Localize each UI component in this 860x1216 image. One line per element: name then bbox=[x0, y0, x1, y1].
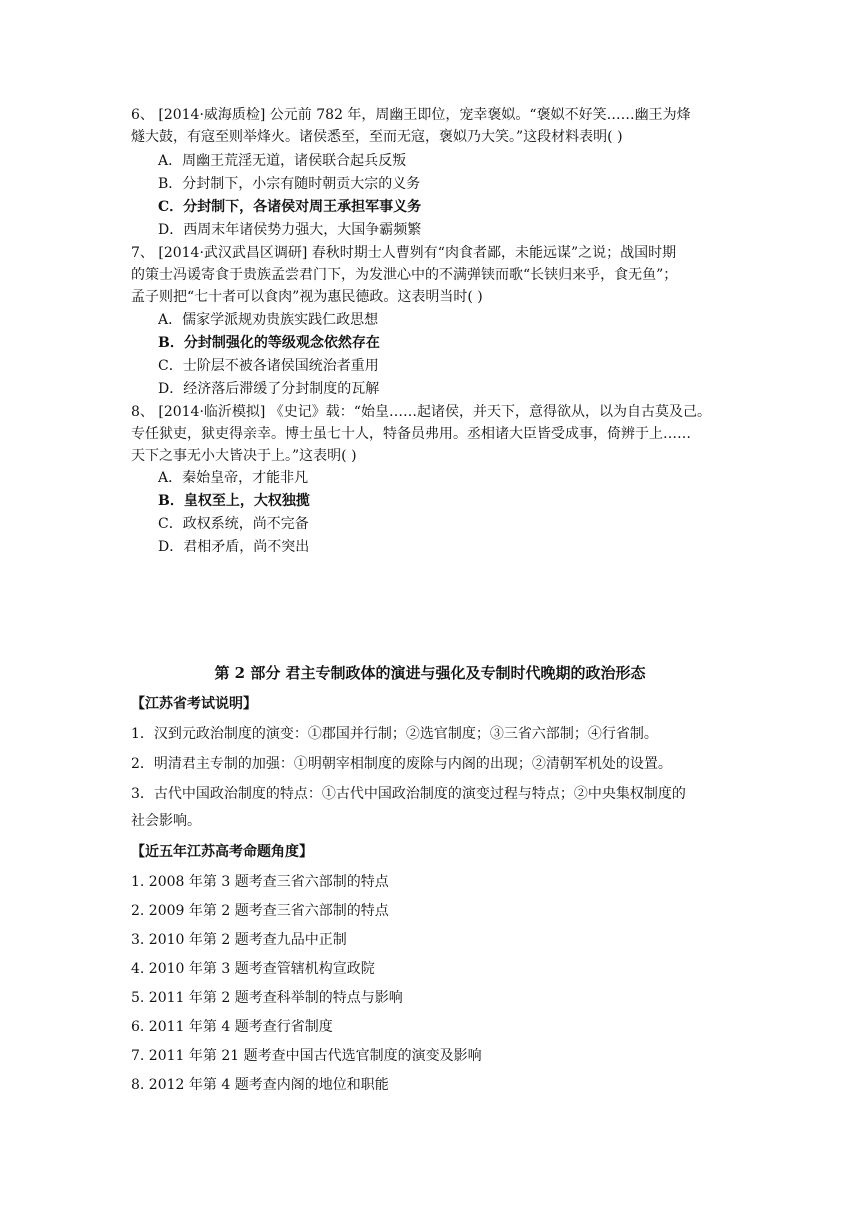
gaokao-item-3: 3. 2010 年第 2 题考查九品中正制 bbox=[131, 932, 347, 948]
gaokao-item-6: 6. 2011 年第 4 题考查行省制度 bbox=[131, 1019, 333, 1035]
gaokao-item-5: 5. 2011 年第 2 题考查科举制的特点与影响 bbox=[131, 990, 403, 1006]
exam-item-3: 3．古代中国政治制度的特点：①古代中国政治制度的演变过程与特点；②中央集权制度的 bbox=[131, 786, 686, 802]
question-8-option-d: D．君相矛盾，尚不突出 bbox=[158, 539, 310, 555]
question-8-line-1: 8、 [2014·临沂模拟] 《史记》载：“始皇……起诸侯，并天下，意得欲从，以为自古莫及己。 bbox=[131, 404, 711, 420]
gaokao-item-1: 1. 2008 年第 3 题考查三省六部制的特点 bbox=[131, 874, 389, 890]
question-7-option-b: B．分封制强化的等级观念依然存在 bbox=[158, 335, 380, 351]
gaokao-item-8: 8. 2012 年第 4 题考查内阁的地位和职能 bbox=[131, 1077, 389, 1093]
exam-section-heading: 【江苏省考试说明】 bbox=[131, 696, 257, 712]
question-8-line-3: 天下之事无小大皆决于上。”这表明( ) bbox=[131, 448, 357, 464]
question-6-option-b: B．分封制下，小宗有随时朝贡大宗的义务 bbox=[158, 176, 421, 192]
question-7-line-2: 的策士冯谖寄食于贵族孟尝君门下，为发泄心中的不满弹铗而歌“长铗归来乎，食无鱼”； bbox=[131, 267, 678, 283]
question-6-line-2: 燧大鼓，有寇至则举烽火。诸侯悉至，至而无寇，褒姒乃大笑。”这段材料表明( ) bbox=[131, 129, 623, 145]
exam-item-1: 1．汉到元政治制度的演变：①郡国并行制；②选官制度；③三省六部制；④行省制。 bbox=[131, 726, 658, 742]
question-6-option-d: D．西周末年诸侯势力强大，大国争霸频繁 bbox=[158, 222, 422, 238]
question-7-line-1: 7、 [2014·武汉武昌区调研] 春秋时期士人曹刿有“肉食者鄙，未能远谋”之说；战国时期 bbox=[131, 245, 677, 261]
gaokao-section-heading: 【近五年江苏高考命题角度】 bbox=[131, 844, 313, 860]
gaokao-item-2: 2. 2009 年第 2 题考查三省六部制的特点 bbox=[131, 903, 389, 919]
exam-item-2: 2．明清君主专制的加强：①明朝宰相制度的废除与内阁的出现；②清朝军机处的设置。 bbox=[131, 756, 672, 772]
question-7-option-a: A．儒家学派规劝贵族实践仁政思想 bbox=[158, 312, 379, 328]
question-7-line-3: 孟子则把“七十者可以食肉”视为惠民德政。这表明当时( ) bbox=[131, 289, 483, 305]
question-7-option-c: C．士阶层不被各诸侯国统治者重用 bbox=[158, 358, 379, 374]
exam-item-3-cont: 社会影响。 bbox=[131, 813, 201, 829]
question-8-option-a: A．秦始皇帝，才能非凡 bbox=[158, 470, 309, 486]
question-7-option-d: D．经济落后滞缓了分封制度的瓦解 bbox=[158, 381, 380, 397]
question-8-option-c: C．政权系统，尚不完备 bbox=[158, 516, 309, 532]
question-6-option-a: A．周幽王荒淫无道，诸侯联合起兵反叛 bbox=[158, 153, 407, 169]
question-6-option-c: C．分封制下，各诸侯对周王承担军事义务 bbox=[158, 199, 422, 215]
gaokao-item-4: 4. 2010 年第 3 题考查管辖机构宣政院 bbox=[131, 961, 375, 977]
gaokao-item-7: 7. 2011 年第 21 题考查中国古代选官制度的演变及影响 bbox=[131, 1048, 482, 1064]
part-title: 第 2 部分 君主专制政体的演进与强化及专制时代晚期的政治形态 bbox=[214, 664, 646, 682]
question-6-line-1: 6、 [2014·威海质检] 公元前 782 年，周幽王即位，宠幸褒姒。“褒姒不好笑……幽王为烽 bbox=[131, 107, 691, 123]
question-8-line-2: 专任狱吏，狱吏得亲幸。博士虽七十人，特备员弗用。丞相诸大臣皆受成事，倚辨于上…… bbox=[131, 426, 691, 442]
question-8-option-b: B．皇权至上，大权独揽 bbox=[158, 493, 310, 509]
